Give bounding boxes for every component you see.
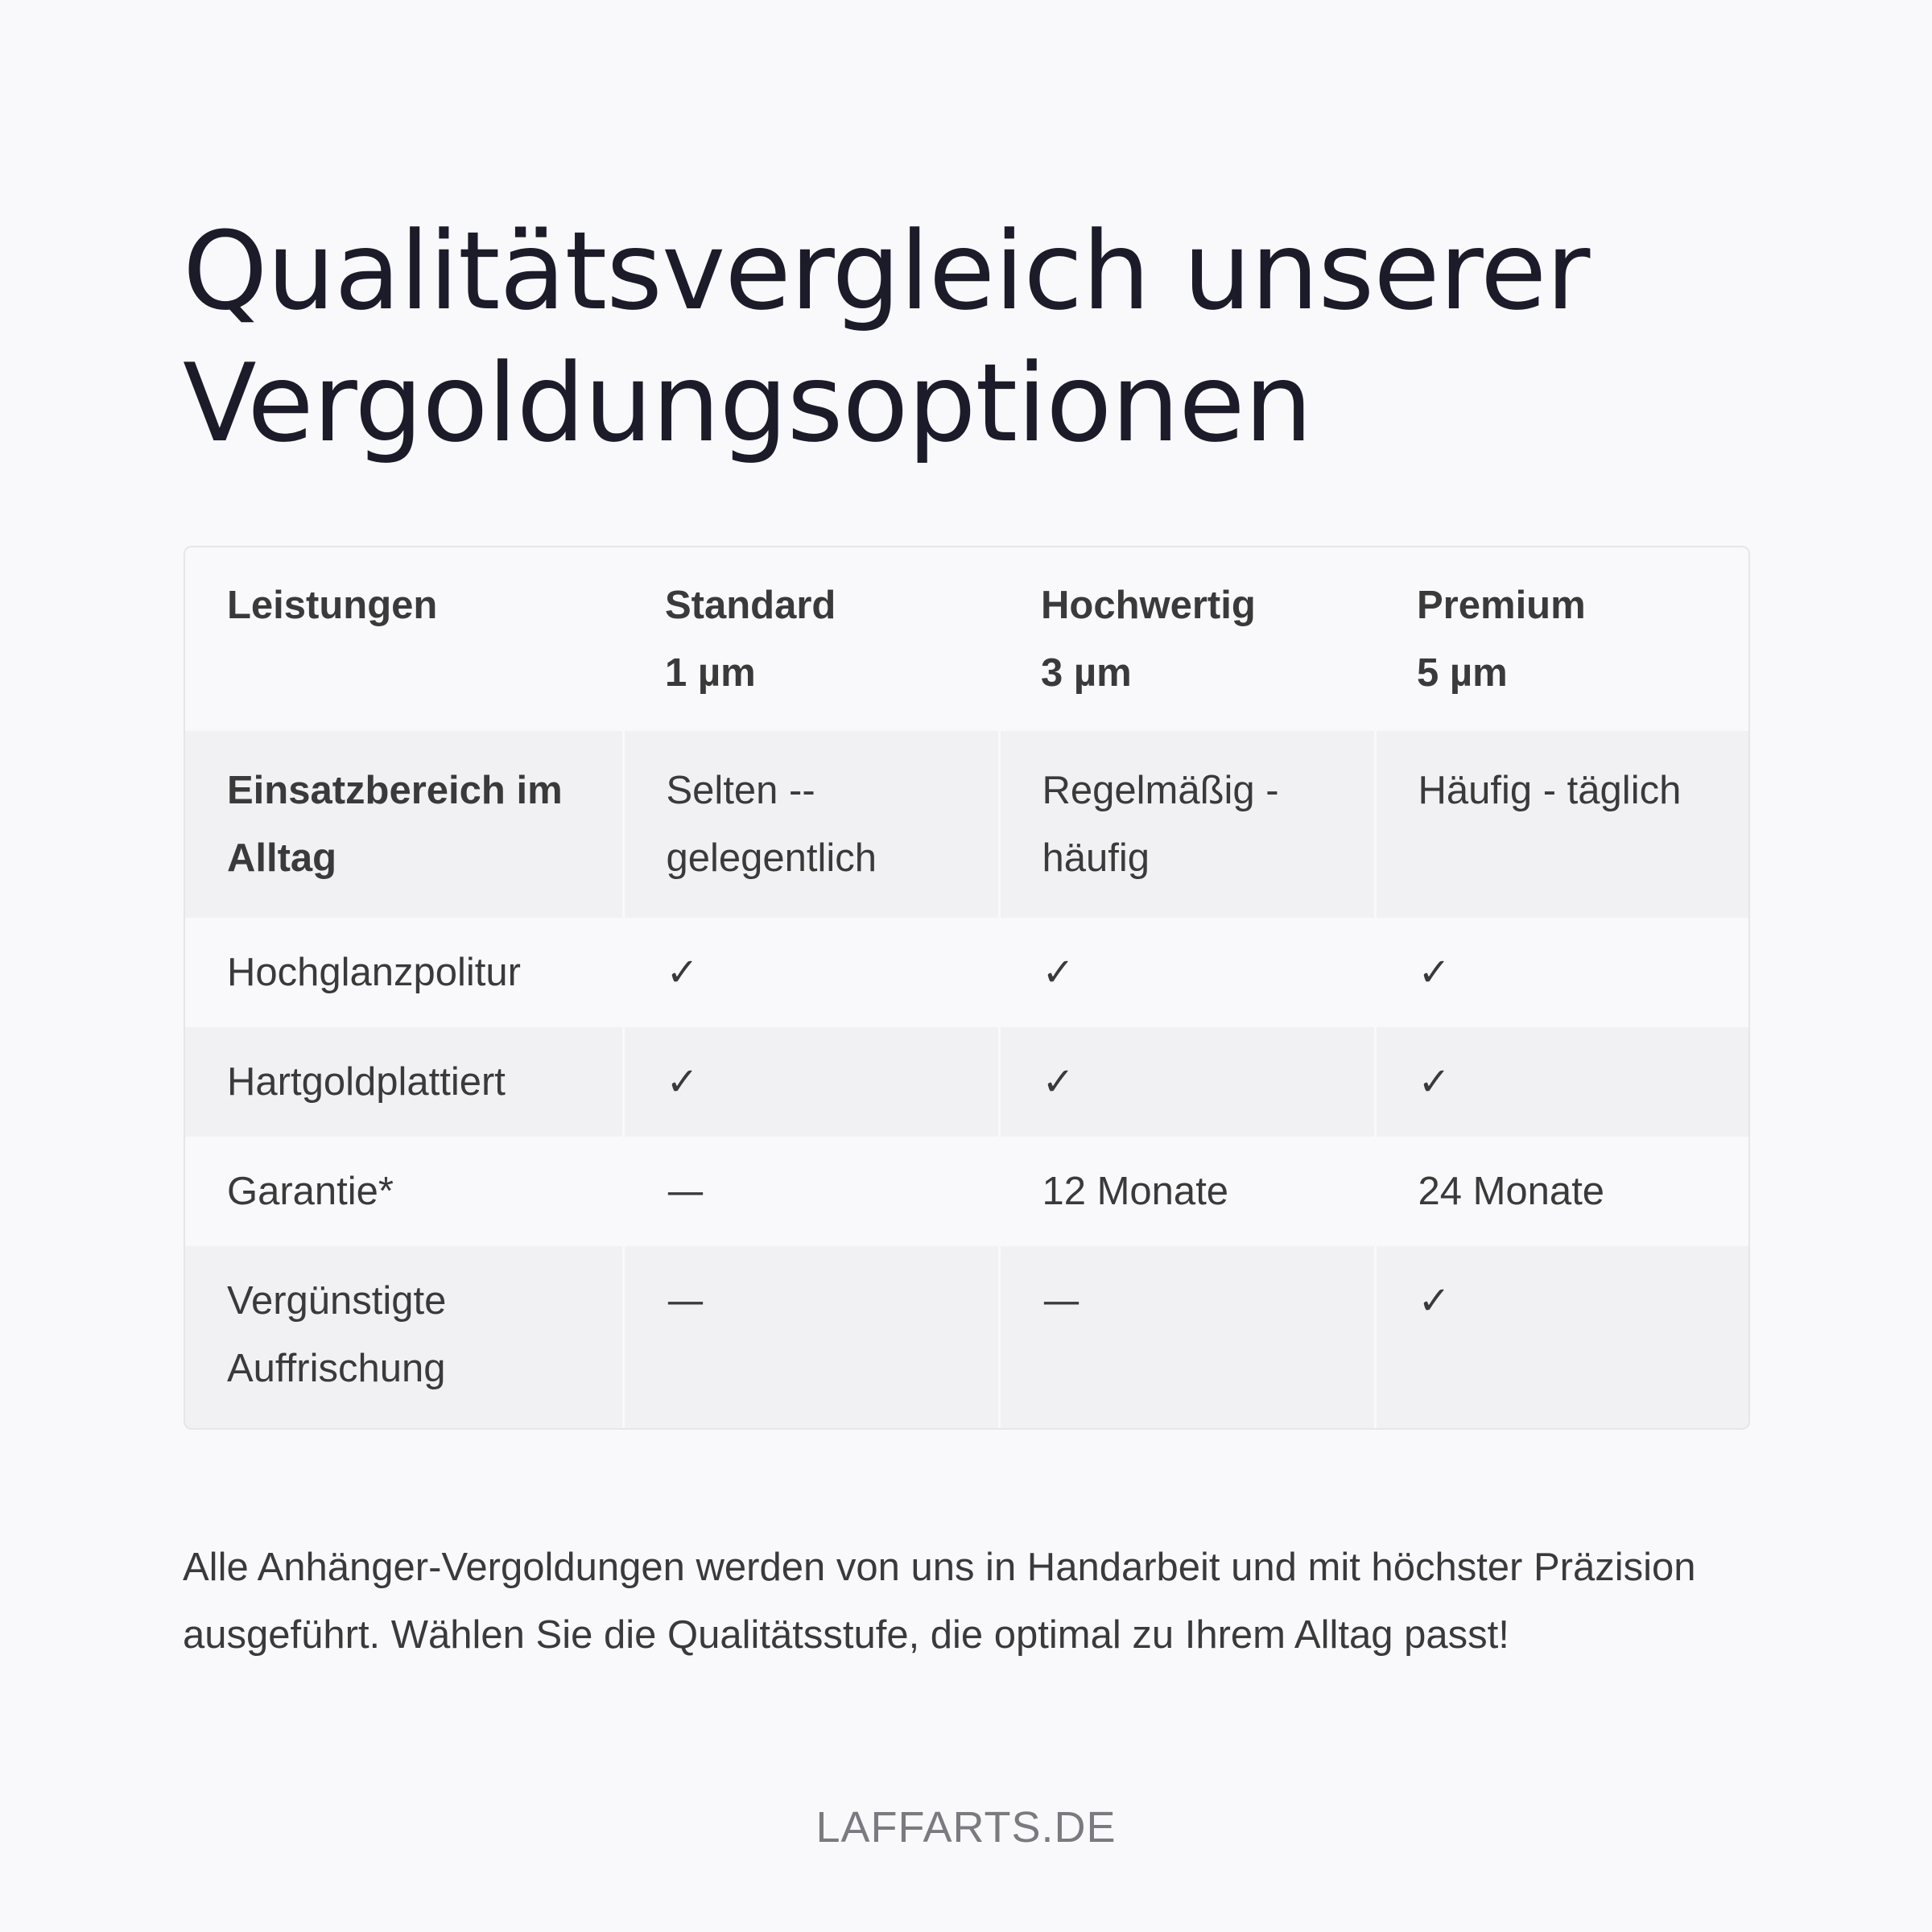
- header-leistungen-label: Leistungen: [227, 584, 438, 627]
- cell-standard: Selten -- gelegentlich: [623, 731, 999, 918]
- row-label-einsatzbereich: Einsatzbereich im Alltag: [185, 731, 623, 918]
- cell-hochwertig: 12 Monate: [999, 1137, 1375, 1246]
- check-icon: ✓: [999, 918, 1375, 1027]
- table-row: [185, 731, 1750, 918]
- header-leistungen: [185, 547, 623, 731]
- check-icon: ✓: [1375, 918, 1750, 1027]
- page-title: Qualitätsvergleich unserer Vergoldungsoptionen: [183, 208, 1590, 466]
- cell-premium: Häufig - täglich: [1375, 731, 1750, 918]
- header-standard-label: Standard: [665, 584, 836, 627]
- table-row: [185, 1027, 1750, 1137]
- row-label-hartgoldplattiert: Hartgoldplattiert: [185, 1027, 623, 1137]
- table-row: [185, 1246, 1750, 1428]
- header-hochwertig-thickness: 3 µm: [1041, 651, 1132, 695]
- row-label-auffrischung: Vergünstigte Auffrischung: [185, 1246, 623, 1428]
- header-premium-label: Premium: [1417, 584, 1586, 627]
- table-row: [185, 918, 1750, 1027]
- row-label-garantie: Garantie*: [185, 1137, 623, 1246]
- check-icon: ✓: [1375, 1246, 1750, 1428]
- check-icon: ✓: [1375, 1027, 1750, 1137]
- table-row: [185, 1137, 1750, 1246]
- table-header-row: [185, 547, 1750, 731]
- cell-hochwertig: Regelmäßig - häufig: [999, 731, 1375, 918]
- cell-premium: 24 Monate: [1375, 1137, 1750, 1246]
- check-icon: ✓: [623, 1027, 999, 1137]
- header-hochwertig: [999, 547, 1375, 731]
- header-premium: [1375, 547, 1750, 731]
- header-standard: [623, 547, 999, 731]
- header-standard-thickness: 1 µm: [665, 651, 756, 695]
- dash-icon: —: [623, 1246, 999, 1428]
- comparison-table: [184, 546, 1750, 1430]
- dash-icon: —: [623, 1137, 999, 1246]
- header-premium-thickness: 5 µm: [1417, 651, 1508, 695]
- header-hochwertig-label: Hochwertig: [1041, 584, 1256, 627]
- row-label-hochglanzpolitur: Hochglanzpolitur: [185, 918, 623, 1027]
- dash-icon: —: [999, 1246, 1375, 1428]
- check-icon: ✓: [999, 1027, 1375, 1137]
- brand-footer: LAFFARTS.DE: [815, 1803, 1117, 1852]
- footnote-text: Alle Anhänger-Vergoldungen werden von uns in Handarbeit und mit höchster Präzision ausgeführt. Wählen Sie die Qualitätsstufe, die optimal zu Ihrem Alltag passt!: [183, 1546, 1696, 1657]
- check-icon: ✓: [623, 918, 999, 1027]
